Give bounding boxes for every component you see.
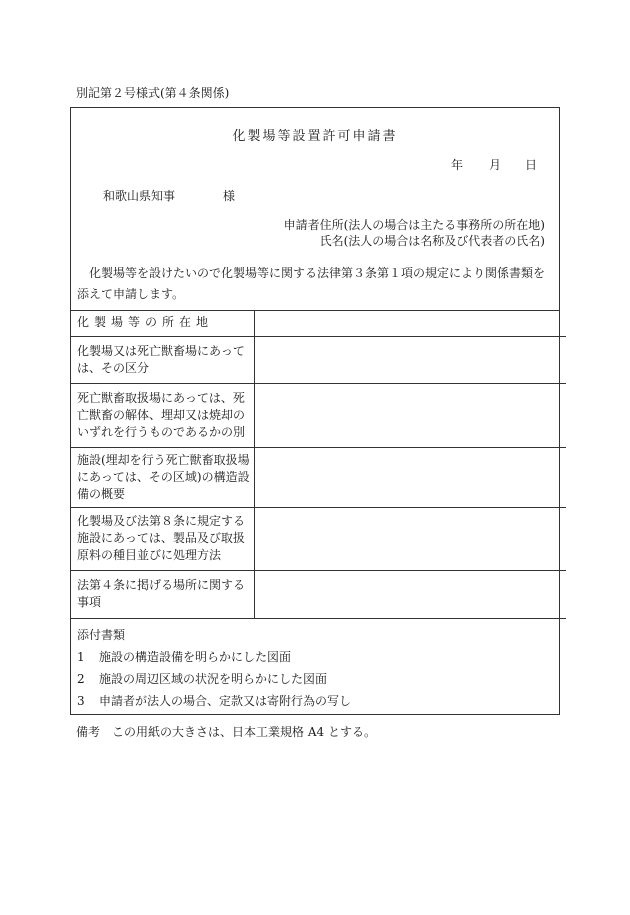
- field-label-classification: 化製場又は死亡獣畜場にあっては、その区分: [71, 336, 255, 383]
- footnote-text: この用紙の大きさは、日本工業規格 A4 とする。: [112, 725, 376, 739]
- list-item: 2 施設の周辺区域の状況を明らかにした図面: [77, 672, 328, 686]
- applicant-name-label: 氏名(法人の場合は名称及び代表者の氏名): [319, 234, 545, 248]
- field-label-handling-type: 死亡獣畜取扱場にあっては、死亡獣畜の解体、埋却又は焼却のいずれを行うものであるかの別: [71, 383, 255, 447]
- date-day-label: 日: [525, 158, 538, 172]
- form-title: 化製場等設置許可申請書: [232, 129, 398, 144]
- field-value-location[interactable]: [255, 310, 567, 336]
- date-year-label: 年: [451, 158, 464, 172]
- table-row: [71, 310, 566, 336]
- attachments-section: [77, 624, 555, 712]
- application-form: [70, 107, 560, 715]
- field-value-handling-type[interactable]: [255, 383, 567, 447]
- applicant-address-label: 申請者住所(法人の場合は主たる事務所の所在地): [283, 218, 545, 232]
- date-line: [451, 156, 537, 173]
- form-header: [71, 108, 559, 311]
- addressee-honorific: 様: [223, 189, 236, 203]
- list-item: 1 施設の構造設備を明らかにした図面: [77, 650, 292, 664]
- field-label-location: 化製場等の所在地: [71, 310, 255, 336]
- table-row: [71, 570, 566, 618]
- addressee: [103, 187, 235, 204]
- application-statement: 化製場等を設けたいので化製場等に関する法律第３条第１項の規定により関係書類を添えて申請します。: [77, 266, 546, 301]
- footnote-label: 備考: [76, 725, 101, 739]
- applicant-block: [284, 217, 545, 249]
- field-label-products-materials: 化製場及び法第８条に規定する施設にあっては、製品及び取扱原料の種目並びに処理方法: [71, 507, 255, 570]
- field-value-facility-structure[interactable]: [255, 447, 567, 507]
- field-label-facility-structure: 施設(埋却を行う死亡獣畜取扱場にあっては、その区域)の構造設備の概要: [71, 447, 255, 507]
- fields-table: [71, 310, 566, 619]
- attachments-heading: 添付書類: [77, 628, 126, 642]
- date-month-label: 月: [489, 158, 502, 172]
- table-row: [71, 507, 566, 570]
- table-row: [71, 447, 566, 507]
- form-number: 別記第２号様式(第４条関係): [76, 86, 230, 100]
- field-value-products-materials[interactable]: [255, 507, 567, 570]
- table-row: [71, 383, 566, 447]
- field-label-place-matters: 法第４条に掲げる場所に関する事項: [71, 570, 255, 618]
- table-row: [71, 336, 566, 383]
- field-value-classification[interactable]: [255, 336, 567, 383]
- addressee-name: 和歌山県知事: [103, 189, 176, 203]
- list-item: 3 申請者が法人の場合、定款又は寄附行為の写し: [77, 694, 352, 708]
- footnote: [76, 723, 376, 740]
- field-value-place-matters[interactable]: [255, 570, 567, 618]
